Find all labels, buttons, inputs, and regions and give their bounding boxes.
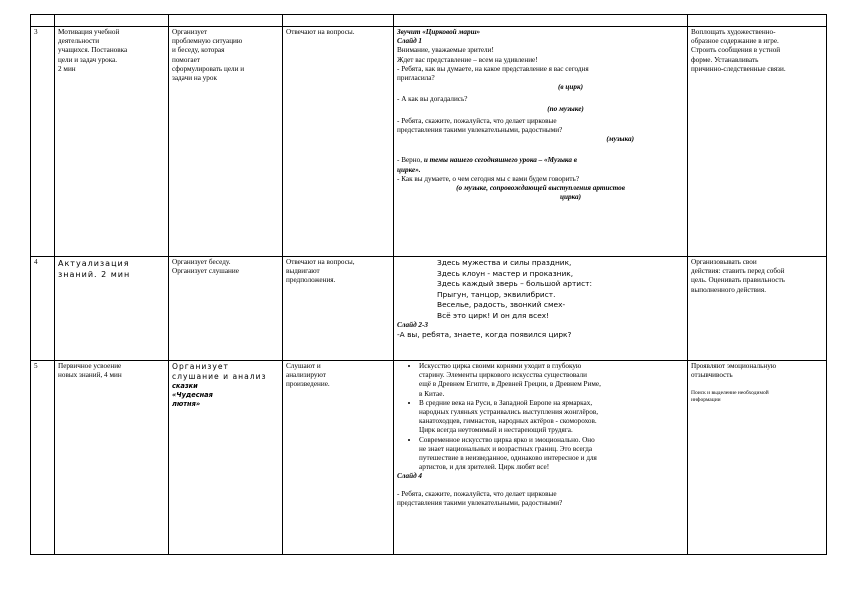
stage-cell: Мотивация учебной деятельности учащихся. Постановка цели и задач урока. 2 мин xyxy=(55,27,169,257)
student-activity-cell: Отвечают на вопросы, выдвигают предположения. xyxy=(283,257,394,361)
row-number: 5 xyxy=(31,361,55,555)
results-cell: Организовывать свои действия: ставить перед собой цель. Оценивать правильность выполненного действия. xyxy=(688,257,827,361)
header-cell xyxy=(169,15,283,27)
list-item: • В средние века на Руси, в Западной Европе на ярмарках, народных гуляньях устраивались выступления жонглёров, канатоходцев, гимнастов, народных актёров - скоморохов. Цирк всегда неутомимый и нестареющий трудяга. xyxy=(419,399,684,436)
teacher-activity-cell: Организует проблемную ситуацию и беседу, которая помогает сформулировать цели и задачи на урок xyxy=(169,27,283,257)
student-activity-cell: Слушают и анализируют произведение. xyxy=(283,361,394,555)
row-number: 4 xyxy=(31,257,55,361)
history-list xyxy=(397,362,684,472)
results-cell: Проявляют эмоциональную отзывчивость Поиск и выделение необходимой информации xyxy=(688,361,827,555)
results-cell: Воплощать художественно- образное содержание в игре. Строить сообщения в устной форме. Устанавливать причинно-следственные связи. xyxy=(688,27,827,257)
header-cell xyxy=(31,15,55,27)
content-cell: Звучит «Цирковой марш» Слайд 1 Внимание, уважаемые зрители! Ждет вас представление – всем на удивление! - Ребята, как вы думаете, на какое представление я вас сегодня пригласила? (в цирк) - А как вы догадались? (по музыке) - Ребята, скажите, пожалуйста, что делает цирковые представления такими увлекательными, радостными? (музыка) - Верно, и темы нашего сегодняшнего урока – «Музыка в цирке». - Как вы думаете, о чем сегодня мы с вами будем говорить? (о музыке, сопровождающей выступления артистов цирка) xyxy=(394,27,688,257)
stage-cell: Первичное усвоение новых знаний, 4 мин xyxy=(55,361,169,555)
table-row xyxy=(31,27,827,257)
header-cell xyxy=(55,15,169,27)
teacher-activity-cell: Организует слушание и анализ сказки «Чудесная лютня» xyxy=(169,361,283,555)
list-item: • Современное искусство цирка ярко и эмоционально. Оно не знает национальных и возрастных границ. Это всегда путешествие в неизведанное, одинаково интересное и для артистов, и для зрителей. Цирк любят все! xyxy=(419,436,684,473)
row-number: 3 xyxy=(31,27,55,257)
content-cell: • Искусство цирка своими корнями уходит в глубокую старину. Элементы циркового искусства существовали ещё в Древнем Египте, в Древней Греции, в Древнем Риме, в Китае. • В средние века на Руси, в Западной Европе на ярмарках, народных гуляньях устраивались выступления жонглёров, канатоходцев, гимнастов, народных актёров - скоморохов. Цирк всегда неутомимый и нестареющий трудяга. • Современное искусство цирка ярко и эмоционально. Оно не знает национальных и возрастных границ. Это всегда путешествие в неизведанное, одинаково интересное и для артистов, и для зрителей. Цирк любят все! Слайд 4 - Ребята, скажите, пожалуйста, что делает цирковые представления такими увлекательными, радостными? xyxy=(394,361,688,555)
lesson-plan-table xyxy=(30,14,827,555)
table-row xyxy=(31,257,827,361)
content-cell: Здесь мужества и силы праздник, Здесь клоун - мастер и проказник, Здесь каждый зверь – большой артист: Прыгун, танцор, эквилибрист. Веселье, радость, звонкий смех- Всё это цирк! И он для всех! Слайд 2-3 -А вы, ребята, знаете, когда появился цирк? xyxy=(394,257,688,361)
table-header-row xyxy=(31,15,827,27)
stage-cell: Актуализация знаний. 2 мин xyxy=(55,257,169,361)
header-cell xyxy=(394,15,688,27)
teacher-activity-cell: Организует беседу. Организует слушание xyxy=(169,257,283,361)
header-cell xyxy=(283,15,394,27)
list-item: • Искусство цирка своими корнями уходит в глубокую старину. Элементы циркового искусства существовали ещё в Древнем Египте, в Древней Греции, в Древнем Риме, в Китае. xyxy=(419,362,684,399)
table-row xyxy=(31,361,827,555)
header-cell xyxy=(688,15,827,27)
student-activity-cell: Отвечают на вопросы. xyxy=(283,27,394,257)
